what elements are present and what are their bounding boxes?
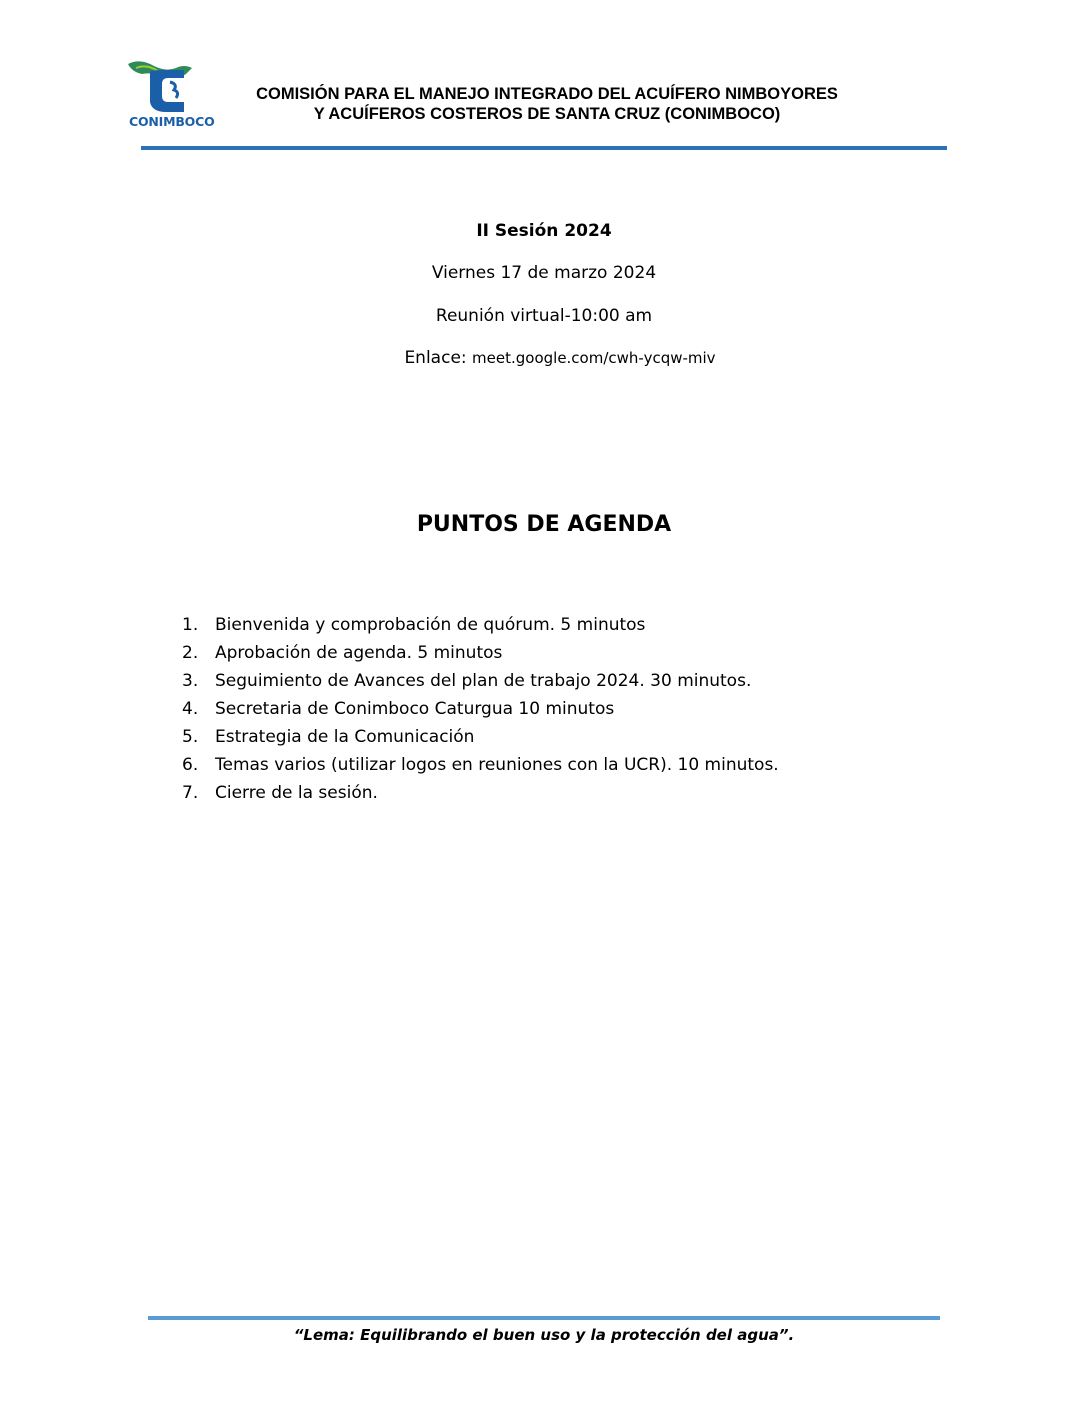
agenda-item — [182, 751, 779, 779]
conimboco-logo — [126, 58, 226, 142]
agenda-item-text: Cierre de la sesión. — [215, 783, 378, 803]
agenda-item-number: 6. — [182, 755, 199, 775]
agenda-item-text: Temas varios (utilizar logos en reuniones con la UCR). 10 minutos. — [215, 755, 779, 775]
agenda-item-text: Secretaria de Conimboco Caturgua 10 minutos — [215, 699, 615, 719]
session-meeting-info: Reunión virtual-10:00 am — [435, 306, 653, 326]
agenda-item-text: Bienvenida y comprobación de quórum. 5 minutos — [215, 615, 646, 635]
agenda-item — [182, 667, 779, 695]
footer-divider — [148, 1316, 940, 1320]
organization-title-line1: COMISIÓN PARA EL MANEJO INTEGRADO DEL ACUÍFERO NIMBOYORES — [256, 85, 838, 103]
agenda-item — [182, 695, 779, 723]
footer-motto: “Lema: Equilibrando el buen uso y la protección del agua”. — [293, 1326, 795, 1344]
logo-c-emblem-icon — [126, 58, 226, 118]
agenda-item — [182, 611, 779, 639]
agenda-item-number: 7. — [182, 783, 199, 803]
agenda-list — [182, 611, 779, 807]
agenda-item-number: 1. — [182, 615, 199, 635]
agenda-item — [182, 639, 779, 667]
agenda-item-number: 3. — [182, 671, 199, 691]
agenda-heading: PUNTOS DE AGENDA — [416, 512, 672, 537]
session-link-url[interactable]: meet.google.com/cwh-ycqw-miv — [472, 349, 716, 367]
agenda-item — [182, 779, 779, 807]
agenda-item-text: Seguimiento de Avances del plan de trabajo 2024. 30 minutos. — [215, 671, 752, 691]
agenda-item — [182, 723, 779, 751]
agenda-item-number: 4. — [182, 699, 199, 719]
session-link-line — [0, 347, 1088, 369]
agenda-item-text: Aprobación de agenda. 5 minutos — [215, 643, 503, 663]
agenda-item-number: 2. — [182, 643, 199, 663]
session-title: II Sesión 2024 — [476, 221, 612, 241]
agenda-item-text: Estrategia de la Comunicación — [215, 727, 475, 747]
header-divider — [141, 146, 947, 150]
session-link-label: Enlace: — [404, 348, 473, 368]
session-date: Viernes 17 de marzo 2024 — [431, 263, 657, 283]
organization-title — [230, 84, 864, 124]
logo-wordmark: CONIMBOCO — [129, 114, 215, 129]
organization-title-line2: Y ACUÍFEROS COSTEROS DE SANTA CRUZ (CONIMBOCO) — [313, 105, 781, 123]
agenda-item-number: 5. — [182, 727, 199, 747]
